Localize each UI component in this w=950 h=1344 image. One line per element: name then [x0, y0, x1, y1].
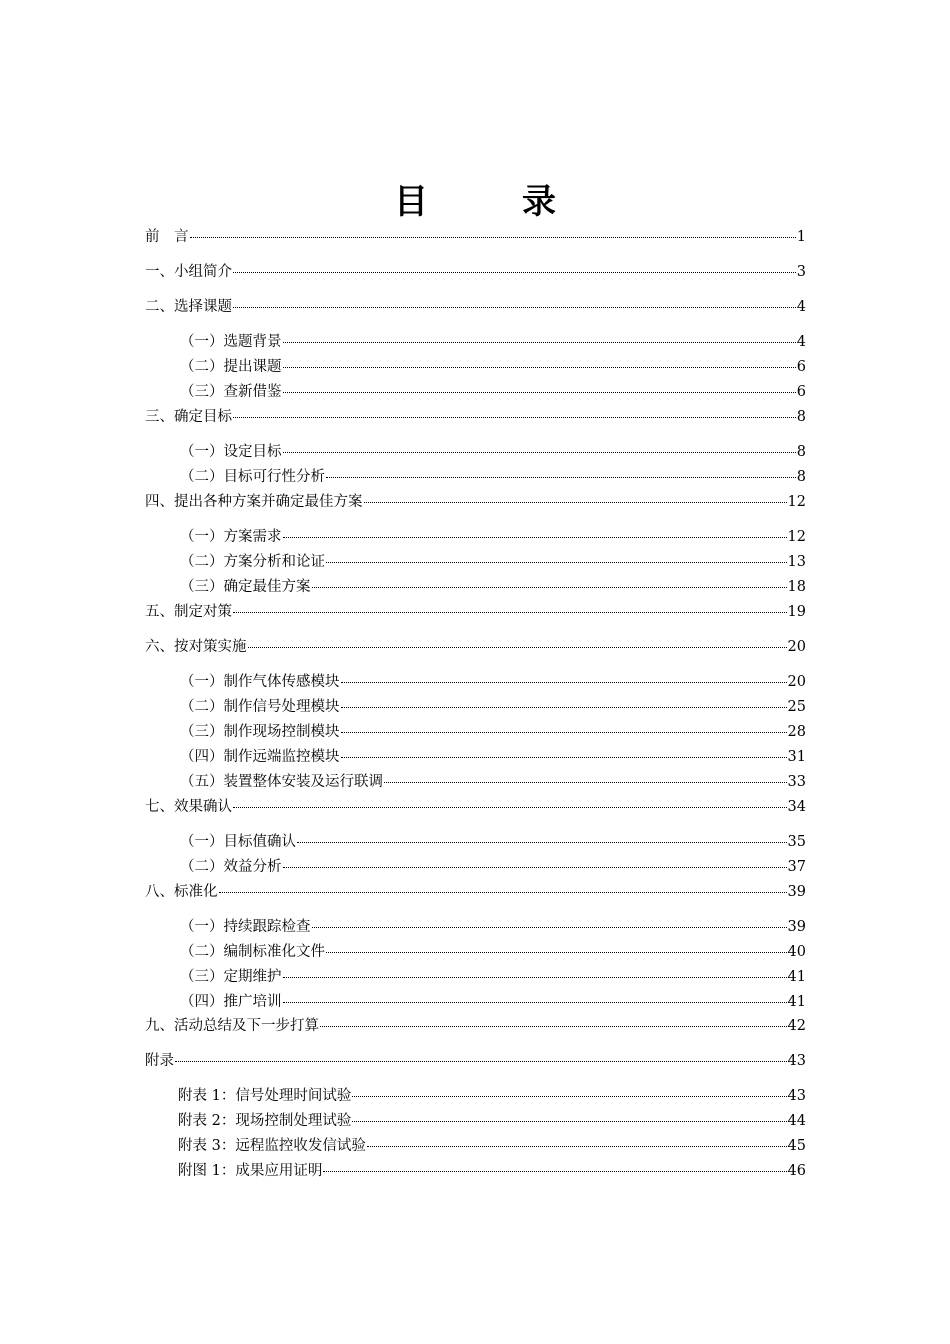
toc-entry-page: 40	[787, 944, 806, 960]
toc-entry-label: 前 言	[145, 229, 189, 245]
toc-entry-page: 13	[787, 554, 806, 570]
toc-entry[interactable]	[180, 967, 806, 987]
toc-entry[interactable]	[180, 747, 806, 767]
toc-entry-label: （三）制作现场控制模块	[180, 724, 340, 740]
dot-leader	[283, 867, 787, 868]
toc-entry-page: 6	[796, 359, 806, 375]
toc-entry-label: （一）选题背景	[180, 334, 282, 350]
toc-entry[interactable]	[180, 832, 806, 852]
dot-leader	[190, 237, 796, 238]
dot-leader	[297, 842, 787, 843]
dot-leader	[283, 367, 796, 368]
dot-leader	[283, 342, 796, 343]
toc-entry-page: 43	[787, 1053, 806, 1069]
dot-leader	[283, 1002, 787, 1003]
toc-entry[interactable]	[180, 697, 806, 717]
toc-entry-label: （二）目标可行性分析	[180, 469, 325, 485]
toc-entry[interactable]	[180, 992, 806, 1012]
toc-entry-page: 31	[787, 749, 806, 765]
toc-entry[interactable]	[180, 357, 806, 377]
toc-entry-label: 九、活动总结及下一步打算	[145, 1018, 319, 1034]
toc-entry-page: 12	[787, 529, 806, 545]
toc-entry-label: （五）装置整体安装及运行联调	[180, 774, 383, 790]
toc-entry[interactable]	[178, 1136, 806, 1156]
toc-entry-page: 45	[787, 1138, 806, 1154]
dot-leader	[248, 647, 787, 648]
toc-entry[interactable]	[145, 492, 806, 512]
toc-entry[interactable]	[180, 332, 806, 352]
dot-leader	[352, 1096, 786, 1097]
dot-leader	[323, 1171, 786, 1172]
dot-leader	[341, 682, 787, 683]
toc-entry-page: 25	[787, 699, 806, 715]
toc-entry[interactable]	[178, 1086, 806, 1106]
toc-entry-page: 44	[787, 1113, 806, 1129]
toc-entry[interactable]	[145, 1016, 806, 1036]
toc-entry[interactable]	[180, 552, 806, 572]
dot-leader	[283, 392, 796, 393]
toc-entry-page: 19	[787, 604, 806, 620]
toc-entry[interactable]	[145, 797, 806, 817]
dot-leader	[367, 1146, 787, 1147]
toc-entry[interactable]	[180, 772, 806, 792]
toc-entry-page: 20	[787, 674, 806, 690]
toc-entry[interactable]	[180, 942, 806, 962]
toc-entry-label: （一）持续跟踪检查	[180, 919, 311, 935]
toc-entry-label: 附表 3：远程监控收发信试验	[178, 1138, 366, 1154]
toc-entry-page: 4	[796, 299, 806, 315]
toc-entry-page: 20	[787, 639, 806, 655]
dot-leader	[384, 782, 787, 783]
toc-entry-label: 附表 2：现场控制处理试验	[178, 1113, 352, 1129]
toc-entry[interactable]	[180, 722, 806, 742]
toc-entry-page: 33	[787, 774, 806, 790]
toc-entry-page: 8	[796, 409, 806, 425]
toc-entry-page: 8	[796, 444, 806, 460]
toc-entry[interactable]	[180, 577, 806, 597]
toc-entry[interactable]	[145, 262, 806, 282]
toc-entry[interactable]	[145, 227, 806, 247]
toc-entry-page: 42	[787, 1018, 806, 1034]
toc-entry-page: 35	[787, 834, 806, 850]
toc-entry[interactable]	[178, 1111, 806, 1131]
dot-leader	[341, 707, 787, 708]
toc-entry-page: 41	[787, 994, 806, 1010]
toc-entry[interactable]	[180, 527, 806, 547]
dot-leader	[326, 477, 796, 478]
dot-leader	[233, 807, 787, 808]
toc-entry-label: （一）方案需求	[180, 529, 282, 545]
toc-entry-page: 28	[787, 724, 806, 740]
toc-entry-page: 34	[787, 799, 806, 815]
toc-entry-label: （一）设定目标	[180, 444, 282, 460]
dot-leader	[233, 417, 796, 418]
toc-entry-label: （三）确定最佳方案	[180, 579, 311, 595]
dot-leader	[233, 307, 796, 308]
toc-entry-label: （二）效益分析	[180, 859, 282, 875]
toc-entry-page: 3	[796, 264, 806, 280]
toc-entry[interactable]	[180, 467, 806, 487]
toc-entry-label: 附录	[145, 1053, 174, 1069]
toc-entry[interactable]	[145, 882, 806, 902]
toc-entry-label: 三、确定目标	[145, 409, 232, 425]
toc-entry-label: （一）目标值确认	[180, 834, 296, 850]
dot-leader	[219, 892, 787, 893]
toc-entry[interactable]	[145, 297, 806, 317]
toc-entry-page: 37	[787, 859, 806, 875]
toc-entry[interactable]	[180, 672, 806, 692]
toc-entry-page: 8	[796, 469, 806, 485]
toc-entry[interactable]	[145, 1051, 806, 1071]
toc-entry[interactable]	[180, 442, 806, 462]
toc-entry-label: 二、选择课题	[145, 299, 232, 315]
toc-entry-label: 一、小组简介	[145, 264, 232, 280]
dot-leader	[364, 502, 787, 503]
dot-leader	[283, 452, 796, 453]
toc-title: 目 录	[394, 182, 586, 222]
toc-entry-page: 39	[787, 884, 806, 900]
dot-leader	[326, 952, 787, 953]
toc-entry-label: （四）制作远端监控模块	[180, 749, 340, 765]
toc-entry-label: 五、制定对策	[145, 604, 232, 620]
dot-leader	[320, 1026, 787, 1027]
dot-leader	[341, 732, 787, 733]
toc-entry-label: 附图 1：成果应用证明	[178, 1163, 323, 1179]
toc-entry-label: 附表 1：信号处理时间试验	[178, 1088, 352, 1104]
toc-entry-label: （三）查新借鉴	[180, 384, 282, 400]
dot-leader	[352, 1121, 786, 1122]
toc-entry-label: （二）制作信号处理模块	[180, 699, 340, 715]
toc-entry[interactable]	[180, 917, 806, 937]
toc-entry-label: 八、标准化	[145, 884, 218, 900]
toc-entry[interactable]	[180, 857, 806, 877]
toc-entry-label: （三）定期维护	[180, 969, 282, 985]
toc-entry[interactable]	[145, 407, 806, 427]
dot-leader	[175, 1061, 787, 1062]
toc-entry[interactable]	[180, 382, 806, 402]
toc-entry-page: 4	[796, 334, 806, 350]
toc-entry-label: （一）制作气体传感模块	[180, 674, 340, 690]
dot-leader	[341, 757, 787, 758]
dot-leader	[283, 977, 787, 978]
toc-entry-page: 18	[787, 579, 806, 595]
toc-entry-page: 12	[787, 494, 806, 510]
toc-entry-page: 41	[787, 969, 806, 985]
dot-leader	[326, 562, 787, 563]
toc-entry[interactable]	[178, 1161, 806, 1181]
dot-leader	[233, 612, 787, 613]
dot-leader	[312, 587, 787, 588]
toc-entry-label: （二）编制标准化文件	[180, 944, 325, 960]
dot-leader	[283, 537, 787, 538]
toc-entry[interactable]	[145, 602, 806, 622]
toc-entry-page: 46	[787, 1163, 806, 1179]
toc-entry-page: 1	[796, 229, 806, 245]
toc-entry-label: 六、按对策实施	[145, 639, 247, 655]
toc-entry-label: （二）方案分析和论证	[180, 554, 325, 570]
toc-entry-page: 6	[796, 384, 806, 400]
dot-leader	[233, 272, 796, 273]
toc-entry-label: （四）推广培训	[180, 994, 282, 1010]
toc-entry[interactable]	[145, 637, 806, 657]
dot-leader	[312, 927, 787, 928]
toc-entry-page: 39	[787, 919, 806, 935]
toc-entry-label: 七、效果确认	[145, 799, 232, 815]
toc-entry-label: 四、提出各种方案并确定最佳方案	[145, 494, 363, 510]
toc-entry-page: 43	[787, 1088, 806, 1104]
toc-entry-label: （二）提出课题	[180, 359, 282, 375]
